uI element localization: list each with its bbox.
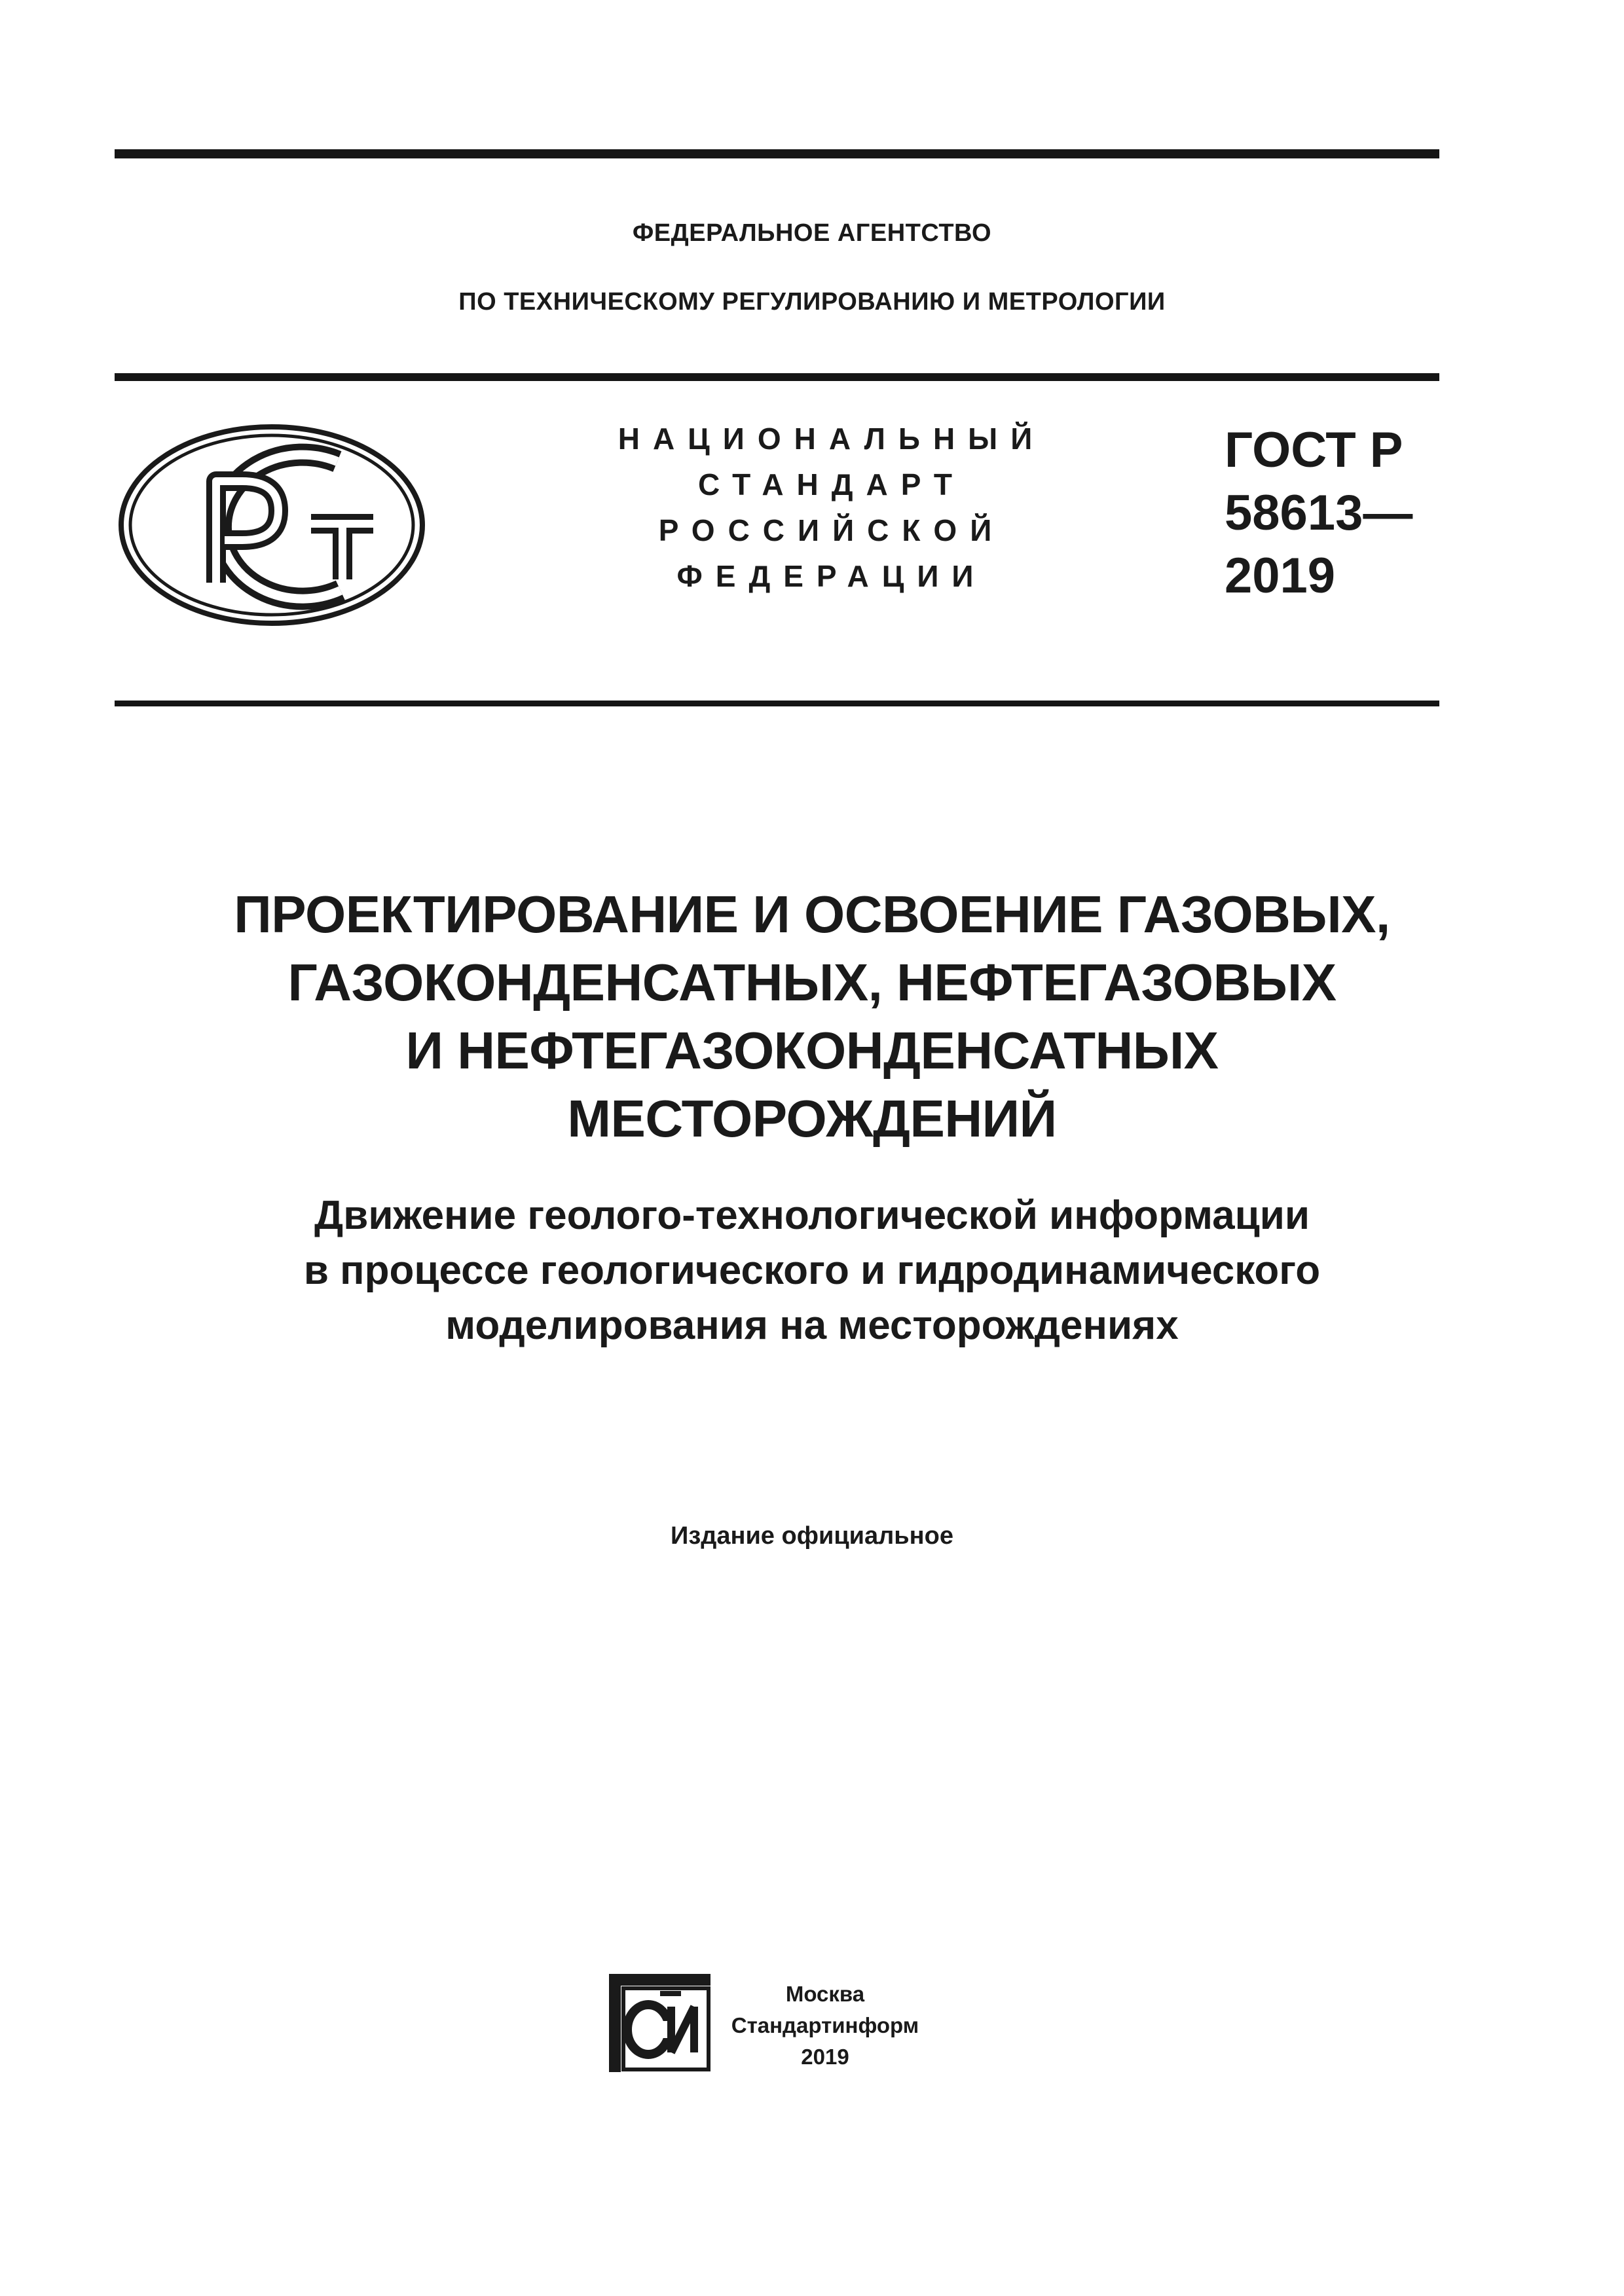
designation-prefix: ГОСТ Р [1225, 422, 1403, 478]
subtitle-line: Движение геолого-технологической информации [314, 1193, 1310, 1238]
header-bottom-rule [115, 701, 1439, 706]
standard-type-line: СТАНДАРТ [698, 467, 965, 501]
gost-r-mark-logo [115, 419, 429, 632]
publisher-city: Москва [785, 1982, 865, 2006]
publisher-block [730, 1978, 920, 2073]
publisher-name: Стандартинформ [731, 2013, 919, 2037]
agency-name-line-2: ПО ТЕХНИЧЕСКОМУ РЕГУЛИРОВАНИЮ И МЕТРОЛОГИИ [458, 288, 1166, 316]
designation-year: 2019 [1225, 548, 1336, 604]
standartinform-logo [609, 1974, 710, 2072]
agency-name-line-1: ФЕДЕРАЛЬНОЕ АГЕНТСТВО [632, 219, 992, 247]
standard-type-line: РОССИЙСКОЙ [658, 513, 1005, 547]
subtitle-line: моделирования на месторождениях [445, 1303, 1179, 1348]
document-subtitle [0, 1188, 1624, 1353]
standard-designation [1225, 419, 1434, 608]
subtitle-line: в процессе геологического и гидродинамического [303, 1248, 1321, 1293]
publisher-year: 2019 [801, 2045, 849, 2069]
edition-label: Издание официальное [671, 1522, 953, 1550]
designation-number: 58613— [1225, 485, 1413, 541]
standard-type-line: НАЦИОНАЛЬНЫЙ [618, 422, 1046, 456]
standard-type-label [563, 416, 1100, 599]
title-line: МЕСТОРОЖДЕНИЙ [567, 1089, 1057, 1148]
title-line: ГАЗОКОНДЕНСАТНЫХ, НЕФТЕГАЗОВЫХ [287, 953, 1337, 1011]
title-line: И НЕФТЕГАЗОКОНДЕНСАТНЫХ [405, 1021, 1219, 1080]
agency-bottom-rule [115, 373, 1439, 381]
title-line: ПРОЕКТИРОВАНИЕ И ОСВОЕНИЕ ГАЗОВЫХ, [234, 885, 1390, 943]
standard-type-line: ФЕДЕРАЦИИ [676, 559, 987, 593]
top-rule [115, 149, 1439, 158]
document-title [0, 881, 1624, 1153]
